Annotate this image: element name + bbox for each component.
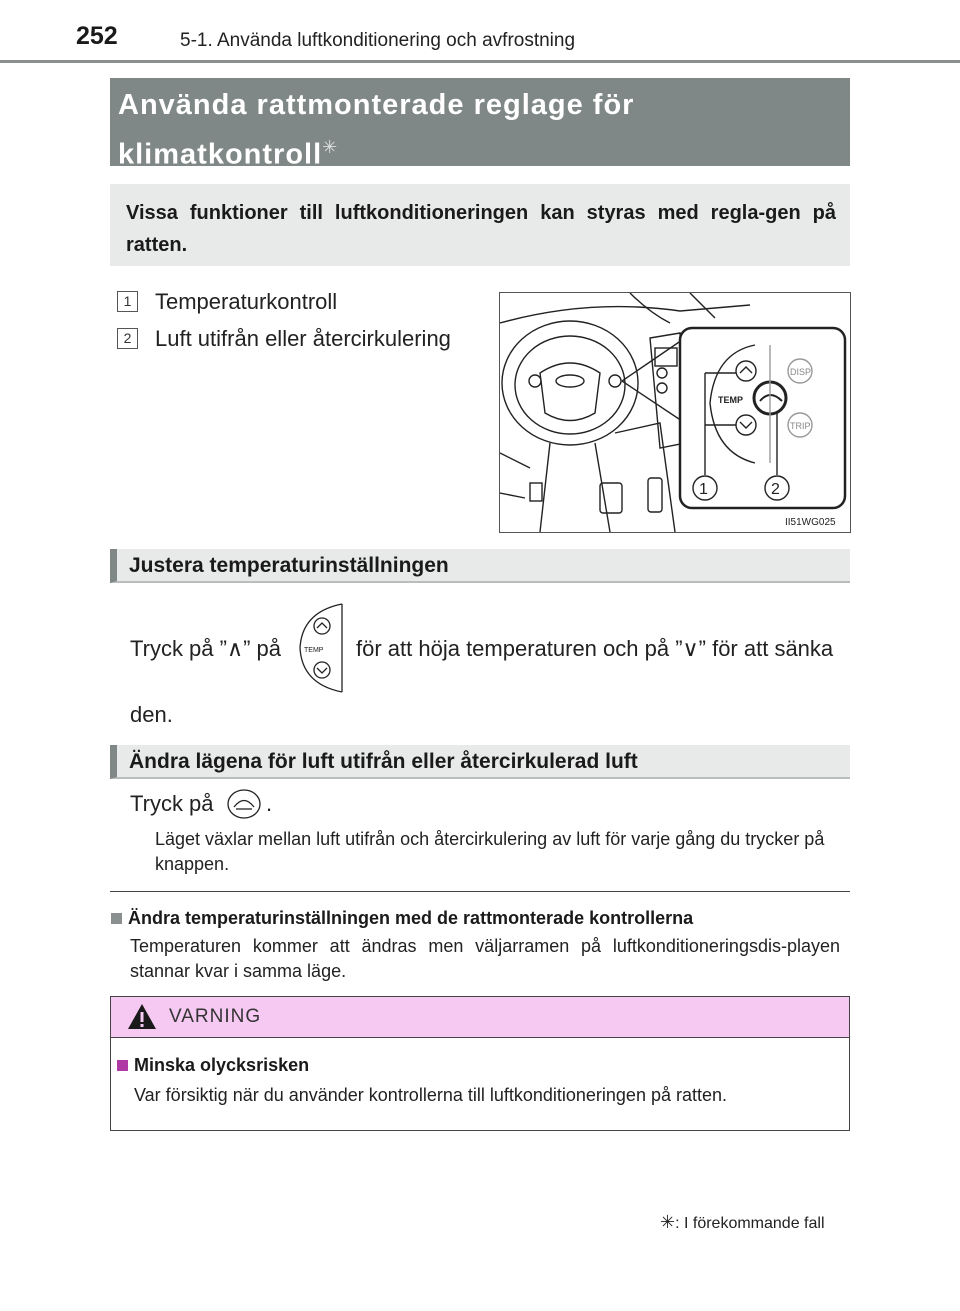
temp-control-icon bbox=[296, 602, 344, 694]
temp-icon-label: TEMP bbox=[304, 647, 324, 654]
subsection-heading-text: Ändra temperaturinställningen med de rattmonterade kontrollerna bbox=[128, 908, 694, 928]
temp-text-mid: ” på bbox=[243, 636, 282, 661]
list-number-1: 1 bbox=[117, 291, 138, 312]
recirc-press-text: Tryck på bbox=[130, 791, 214, 816]
steering-wheel-figure bbox=[499, 292, 851, 533]
temp-text-after: för att höja temperaturen och på ” bbox=[356, 636, 683, 661]
running-title: 5-1. Använda luftkonditionering och avfrostning bbox=[180, 30, 576, 51]
up-arrow-symbol: ∧ bbox=[226, 636, 244, 661]
temp-text-end: ” för att sänka bbox=[698, 636, 834, 661]
temp-instruction-line2: den. bbox=[130, 702, 173, 727]
list-item-label: Temperaturkontroll bbox=[155, 289, 338, 314]
section-heading-text: Justera temperaturinställningen bbox=[129, 554, 449, 577]
warning-bullet-icon bbox=[117, 1060, 128, 1071]
list-item-label: Luft utifrån eller återcirkulering bbox=[155, 326, 451, 351]
section-divider bbox=[110, 891, 850, 892]
warning-header bbox=[111, 997, 849, 1038]
recirc-note: Läget växlar mellan luft utifrån och återcirkulering av luft för varje gång du trycker på knappen. bbox=[155, 829, 825, 874]
recirculation-button-icon bbox=[226, 788, 262, 820]
page-title bbox=[118, 84, 838, 176]
fig-callout-2: 2 bbox=[771, 481, 780, 498]
fig-trip-label: TRIP bbox=[790, 421, 811, 431]
page-number: 252 bbox=[76, 22, 118, 50]
down-arrow-symbol: ∨ bbox=[682, 636, 699, 661]
footnote-text: : I förekommande fall bbox=[675, 1215, 825, 1232]
temp-instruction-end bbox=[356, 636, 833, 662]
section-heading-temperature bbox=[110, 549, 850, 583]
section-heading-recirculation bbox=[110, 745, 850, 779]
temp-instruction-start bbox=[130, 636, 281, 662]
title-asterisk: ✳ bbox=[322, 137, 339, 157]
bullet-square-icon bbox=[111, 913, 122, 924]
subsection-text: Temperaturen kommer att ändras men väljarramen på luftkonditioneringsdis-playen stannar kvar i samma läge. bbox=[130, 936, 840, 981]
warning-text: Var försiktig när du använder kontrollerna till luftkonditioneringen på ratten. bbox=[134, 1085, 728, 1105]
intro-text: Vissa funktioner till luftkonditioneringen kan styras med regla-gen på ratten. bbox=[126, 202, 836, 256]
fig-disp-label: DISP bbox=[790, 367, 812, 377]
list-number-2: 2 bbox=[117, 328, 138, 349]
warning-heading bbox=[117, 1055, 309, 1076]
warning-heading-text: Minska olycksrisken bbox=[134, 1055, 310, 1075]
warning-triangle-icon bbox=[127, 1003, 157, 1030]
fig-callout-1: 1 bbox=[699, 481, 708, 498]
footnote bbox=[660, 1212, 825, 1233]
footnote-asterisk: ✳ bbox=[660, 1212, 676, 1232]
steering-wheel-illustration bbox=[500, 293, 850, 532]
figure-code: II51WG025 bbox=[785, 517, 836, 528]
temp-text-before: Tryck på ” bbox=[130, 636, 227, 661]
header-rule bbox=[0, 60, 960, 63]
fig-temp-label: TEMP bbox=[718, 395, 744, 405]
page-title-text: Använda rattmonterade reglage för klimatkontroll bbox=[118, 89, 635, 171]
subsection-heading bbox=[111, 908, 851, 929]
section-heading-text: Ändra lägena för luft utifrån eller återcirkulerad luft bbox=[129, 750, 638, 773]
warning-label: VARNING bbox=[169, 1006, 262, 1027]
recirc-press-end: . bbox=[266, 791, 273, 816]
